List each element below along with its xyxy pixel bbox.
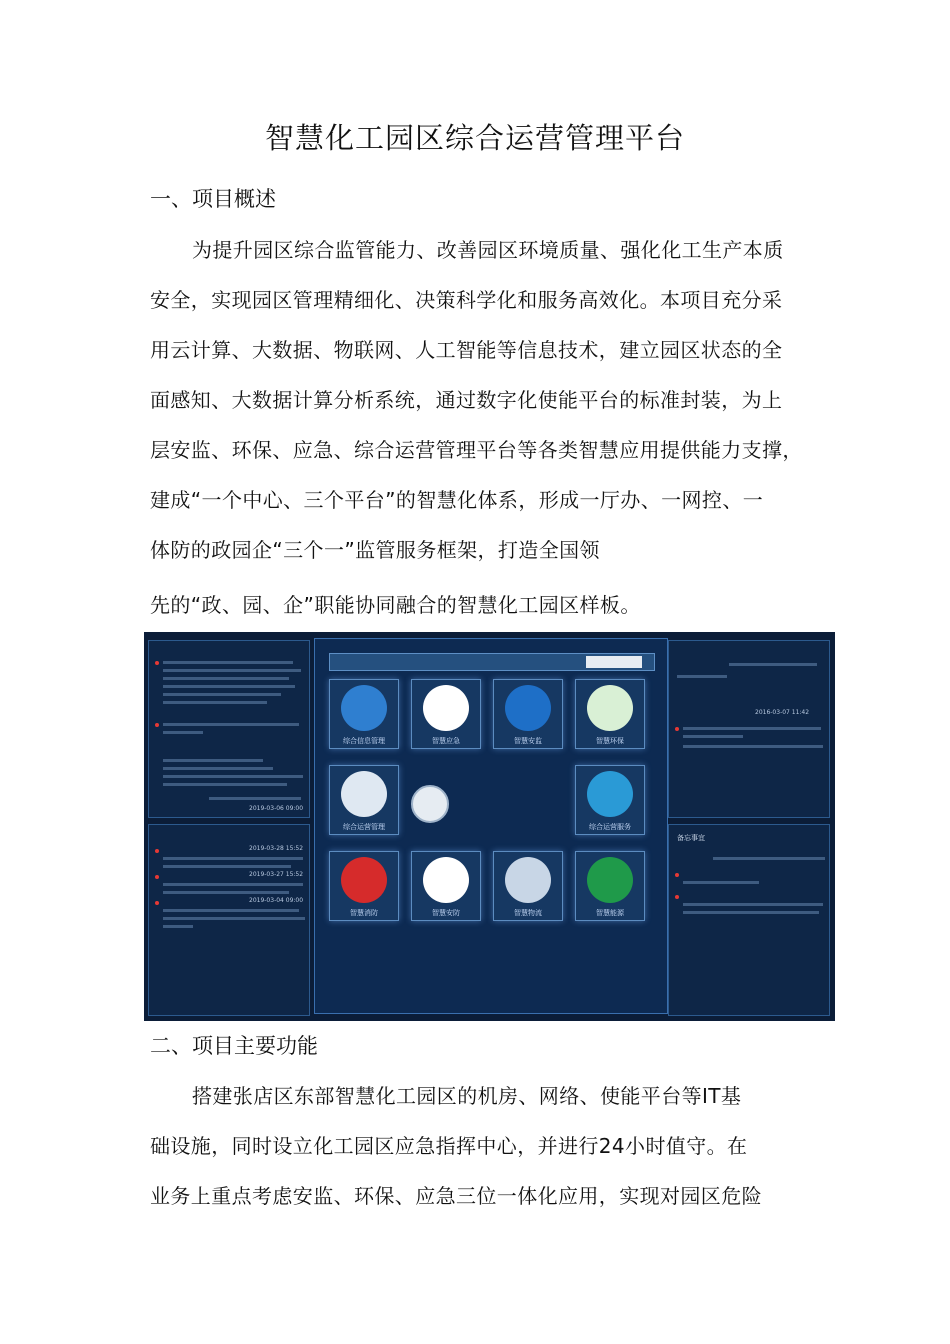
top-nav-bar — [329, 653, 655, 671]
tile-label: 智慧安防 — [432, 909, 460, 917]
memo-heading: 备忘事宜 — [677, 834, 705, 842]
tile-environment[interactable] — [575, 679, 645, 749]
news-timestamp: 2016-03-07 11:42 — [755, 709, 810, 716]
left-notice-panel — [148, 824, 310, 1016]
paragraph-line: 体防的政园企“三个一”监管服务框架，打造全国领 — [150, 538, 600, 562]
notice-date: 2019-03-04 09:00 — [249, 897, 304, 904]
tile-logistics[interactable] — [493, 851, 563, 921]
tile-label: 智慧安监 — [514, 737, 542, 745]
tile-info-management[interactable] — [329, 679, 399, 749]
paragraph-line: 搭建张店区东部智慧化工园区的机房、网络、使能平台等IT基 — [192, 1084, 742, 1108]
tile-label: 综合信息管理 — [343, 737, 385, 745]
paragraph-line: 面感知、大数据计算分析系统，通过数字化使能平台的标准封装，为上 — [150, 388, 783, 412]
cloud-icon — [341, 685, 387, 731]
notice-date: 2019-03-28 15:52 — [249, 845, 304, 852]
left-news-panel — [148, 640, 310, 818]
dashboard-screenshot — [144, 632, 835, 1021]
app-launcher-panel — [314, 638, 668, 1014]
plant-hands-icon — [587, 857, 633, 903]
right-memo-panel — [668, 824, 830, 1016]
tile-operations-service[interactable] — [575, 765, 645, 835]
section-1-heading: 一、项目概述 — [150, 187, 276, 211]
paragraph-line: 业务上重点考虑安监、环保、应急三位一体化应用，实现对园区危险 — [150, 1184, 762, 1208]
paragraph-line: 础设施，同时设立化工园区应急指挥中心，并进行24小时值守。在 — [150, 1134, 748, 1158]
tile-operations-management[interactable] — [329, 765, 399, 835]
security-shield-icon — [423, 857, 469, 903]
service-person-icon — [587, 771, 633, 817]
news-date: 2019-03-06 09:00 — [249, 805, 304, 812]
truck-icon — [505, 857, 551, 903]
tile-fire-protection[interactable] — [329, 851, 399, 921]
section-2-heading: 二、项目主要功能 — [150, 1034, 318, 1058]
factory-icon — [341, 771, 387, 817]
paragraph-line: 先的“政、园、企”职能协同融合的智慧化工园区样板。 — [150, 593, 641, 617]
paragraph-line: 为提升园区综合监管能力、改善园区环境质量、强化化工生产本质 — [192, 238, 784, 262]
paragraph-line: 建成“一个中心、三个平台”的智慧化体系，形成一厅办、一网控、一 — [150, 488, 764, 512]
tile-label: 智慧物流 — [514, 909, 542, 917]
document-title: 智慧化工园区综合运营管理平台 — [264, 121, 685, 155]
tile-emergency[interactable] — [411, 679, 481, 749]
tile-safety[interactable] — [493, 679, 563, 749]
recycle-icon — [587, 685, 633, 731]
notice-date: 2019-03-27 15:52 — [249, 871, 304, 878]
fire-badge-icon — [341, 857, 387, 903]
tile-label: 综合运营服务 — [589, 823, 631, 831]
right-news-panel — [668, 640, 830, 818]
paragraph-line: 用云计算、大数据、物联网、人工智能等信息技术，建立园区状态的全 — [150, 338, 783, 362]
park-emblem-icon — [411, 785, 449, 823]
tile-label: 综合运营管理 — [343, 823, 385, 831]
tile-label: 智慧消防 — [350, 909, 378, 917]
tile-security[interactable] — [411, 851, 481, 921]
nav-tag[interactable] — [586, 656, 642, 668]
tile-energy[interactable] — [575, 851, 645, 921]
paragraph-line: 层安监、环保、应急、综合运营管理平台等各类智慧应用提供能力支撑， — [150, 438, 803, 462]
tile-label: 智慧应急 — [432, 737, 460, 745]
paragraph-line: 安全，实现园区管理精细化、决策科学化和服务高效化。本项目充分采 — [150, 288, 783, 312]
shield-icon — [423, 685, 469, 731]
tile-label: 智慧环保 — [596, 737, 624, 745]
gear-cross-icon — [505, 685, 551, 731]
tile-label: 智慧能源 — [596, 909, 624, 917]
